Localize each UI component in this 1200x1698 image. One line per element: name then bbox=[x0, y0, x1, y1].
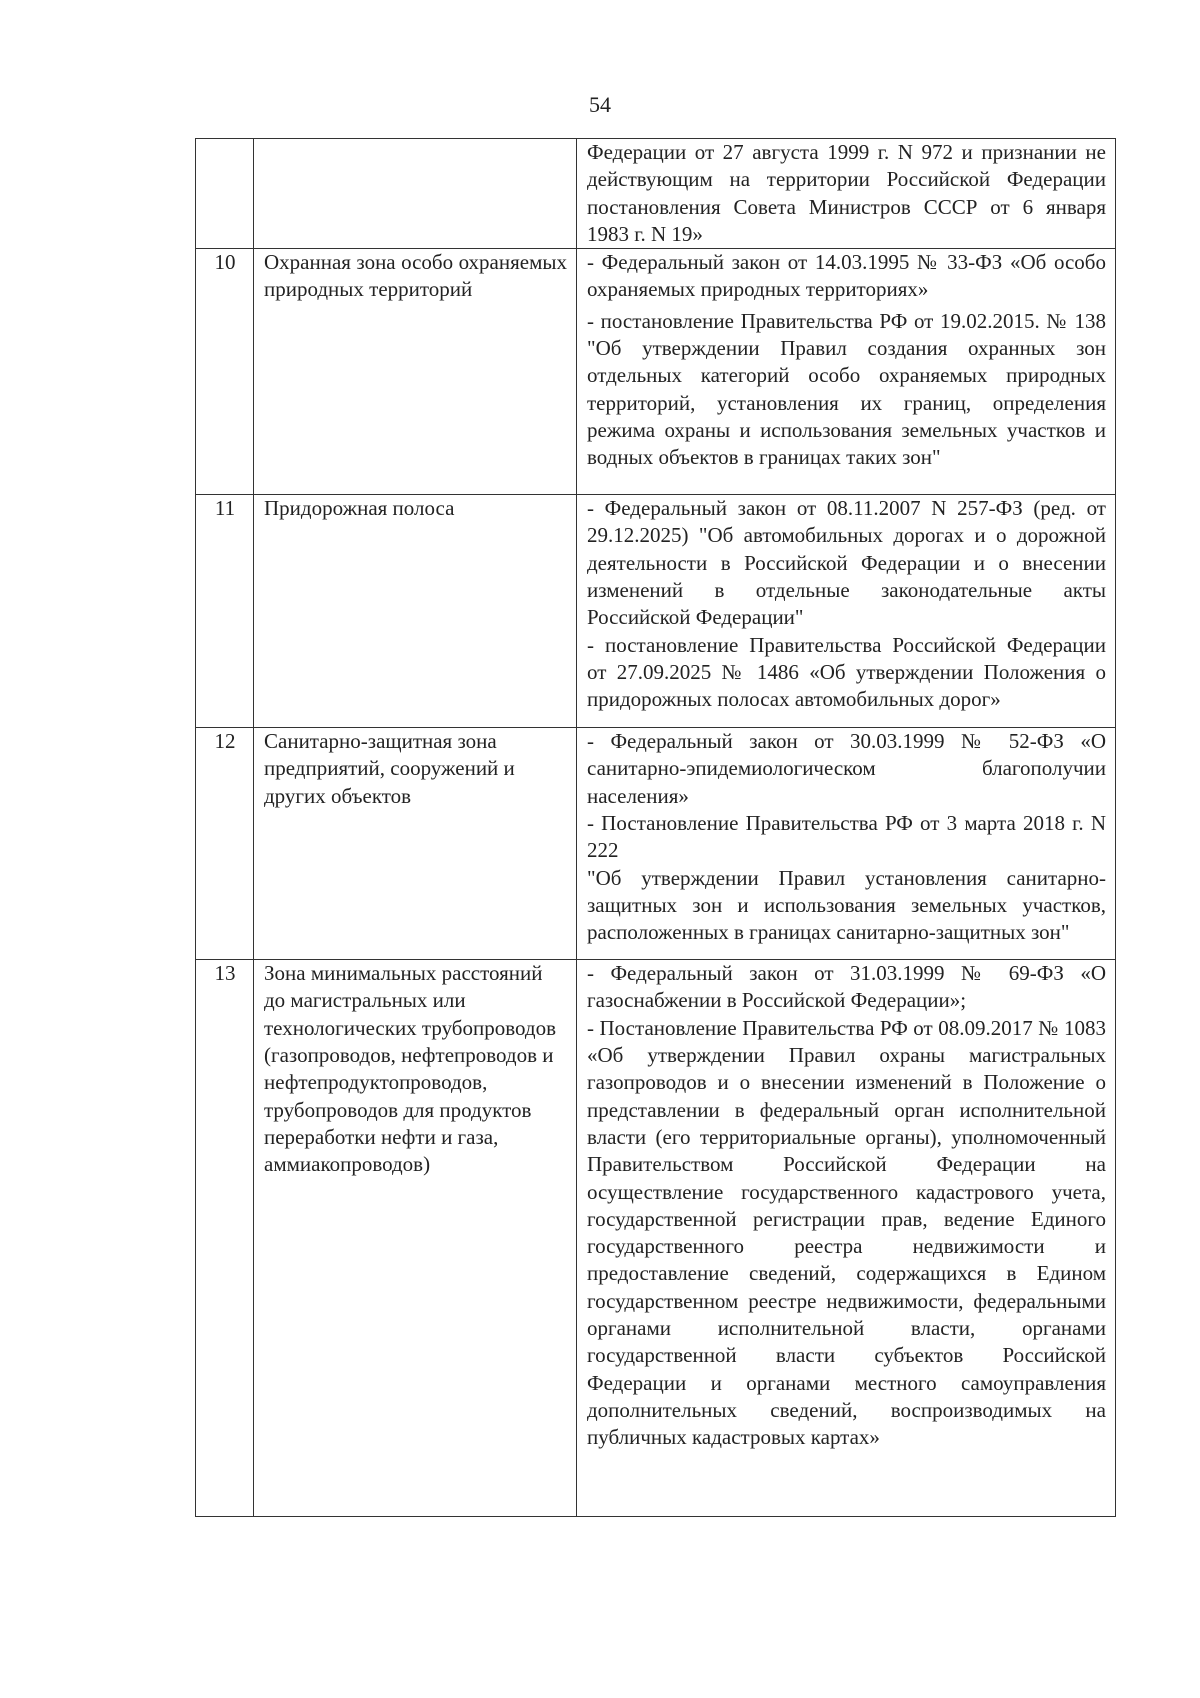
legal-basis bbox=[577, 728, 1116, 960]
zone-name: Охранная зона особо охраняемых природных территорий bbox=[254, 249, 577, 495]
zones-table bbox=[195, 138, 1116, 1517]
legal-basis bbox=[577, 139, 1116, 249]
row-number: 11 bbox=[196, 495, 254, 728]
legal-basis-paragraph: - Федеральный закон от 31.03.1999 № 69-ФЗ «О газоснабжении в Российской Федерации»; bbox=[587, 961, 1106, 1013]
legal-basis-paragraph: - Федеральный закон от 08.11.2007 N 257-ФЗ (ред. от 29.12.2025) "Об автомобильных дорогах и о дорожной деятельности в Российской Федерации и о внесении изменений в отдельные законодательные акты Российской Федерации" bbox=[587, 496, 1106, 630]
table-row bbox=[196, 495, 1116, 728]
legal-basis bbox=[577, 249, 1116, 495]
zone-name: Зона минимальных расстояний до магистральных или технологических трубопроводов (газопроводов, нефтепроводов и нефтепродуктопроводов, трубопроводов для продуктов переработки нефти и газа, аммиакопроводов) bbox=[254, 960, 577, 1517]
row-number bbox=[196, 139, 254, 249]
legal-basis-paragraph: - Федеральный закон от 30.03.1999 № 52-ФЗ «О санитарно-эпидемиологическом благополучии населения» bbox=[587, 729, 1106, 808]
legal-basis-paragraph: - Постановление Правительства РФ от 08.09.2017 № 1083 «Об утверждении Правил охраны магистральных газопроводов и о внесении изменений в Положение о представлении в федеральный орган исполнительной власти (его территориальные органы), уполномоченный Правительством Российской Федерации на осуществление государственного кадастрового учета, государственной регистрации прав, ведение Единого государственного реестра недвижимости и предоставление сведений, содержащихся в Едином государственном реестре недвижимости, федеральными органами исполнительной власти, органами государственной власти субъектов Российской Федерации и органами местного самоуправления дополнительных сведений, воспроизводимых на публичных кадастровых картах» bbox=[587, 1015, 1106, 1450]
legal-basis-paragraph: Федерации от 27 августа 1999 г. N 972 и признании не действующим на территории Российской Федерации постановления Совета Министров СССР от 6 января 1983 г. N 19» bbox=[587, 140, 1106, 246]
page-number: 54 bbox=[589, 92, 611, 117]
legal-basis bbox=[577, 495, 1116, 728]
table-row bbox=[196, 249, 1116, 495]
row-number: 10 bbox=[196, 249, 254, 495]
row-number: 13 bbox=[196, 960, 254, 1517]
legal-basis-paragraph: - постановление Правительства РФ от 19.02.2015. № 138 "Об утверждении Правил создания охранных зон отдельных категорий особо охраняемых природных территорий, установления их границ, определения режима охраны и использования земельных участков и водных объектов в границах таких зон" bbox=[587, 308, 1106, 470]
zone-name bbox=[254, 139, 577, 249]
table-row bbox=[196, 728, 1116, 960]
zone-name: Придорожная полоса bbox=[254, 495, 577, 728]
table-row bbox=[196, 139, 1116, 249]
legal-basis-paragraph: - постановление Правительства Российской Федерации от 27.09.2025 № 1486 «Об утверждении Положения о придорожных полосах автомобильных дорог» bbox=[587, 632, 1106, 712]
legal-basis-paragraph: "Об утверждении Правил установления санитарно-защитных зон и использования земельных участков, расположенных в границах санитарно-защитных зон" bbox=[587, 865, 1106, 945]
zone-name: Санитарно-защитная зона предприятий, сооружений и других объектов bbox=[254, 728, 577, 960]
legal-basis-paragraph: - Постановление Правительства РФ от 3 марта 2018 г. N 222 bbox=[587, 811, 1106, 863]
legal-basis bbox=[577, 960, 1116, 1517]
legal-basis-paragraph: - Федеральный закон от 14.03.1995 № 33-ФЗ «Об особо охраняемых природных территориях» bbox=[587, 250, 1106, 302]
table-row bbox=[196, 960, 1116, 1517]
row-number: 12 bbox=[196, 728, 254, 960]
